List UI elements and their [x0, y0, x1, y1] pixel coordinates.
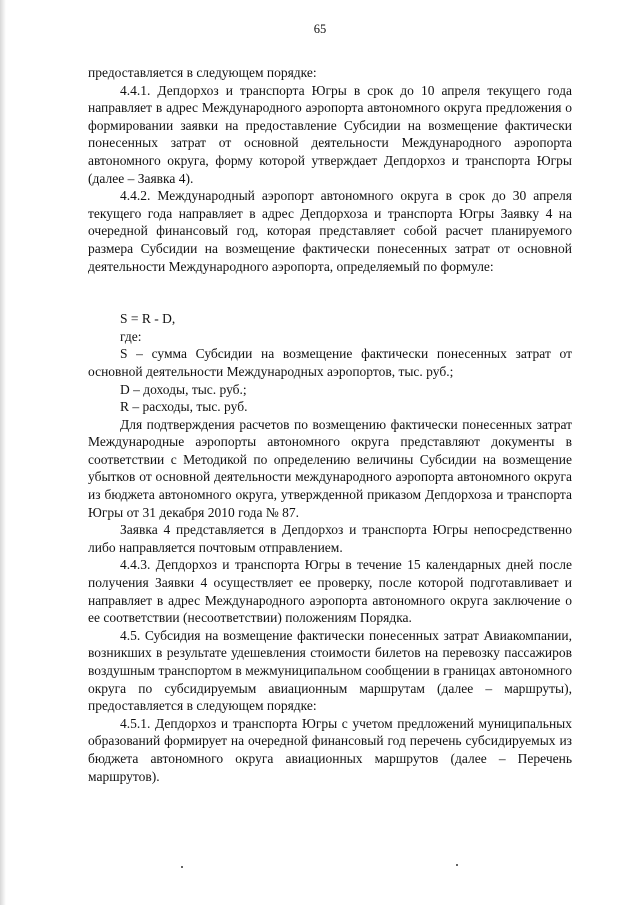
paragraph-4-4-2: 4.4.2. Международный аэропорт автономного округа в срок до 30 апреля текущего года направляет в адрес Депдорхоза и транспорта Югры Заявку 4 на очередной финансовый год, которая представляет собой расчет планируемого размера Субсидии на возмещение фактически понесенных затрат от основной деятельности Международного аэропорта, определяемый по формуле:: [88, 188, 572, 274]
formula: S = R - D,: [120, 311, 176, 327]
paragraph-4-5-1: 4.5.1. Депдорхоз и транспорта Югры с учетом предложений муниципальных образований формирует на очередной финансовый год перечень субсидируемых из бюджета автономного округа авиационных маршрутов (далее – Перечень маршрутов).: [88, 715, 572, 784]
paragraph-4-5: 4.5. Субсидия на возмещение фактически понесенных затрат Авиакомпании, возникших в результате удешевления стоимости билетов на перевозку пассажиров воздушным транспортом в межмуниципальном сообщении в границах автономного округа по субсидируемым авиационным маршрутам (далее – маршруты), предоставляется в следующем порядке:: [88, 627, 572, 714]
paragraph-application-delivery: Заявка 4 представляется в Депдорхоз и транспорта Югры непосредственно либо направляется почтовым отправлением.: [88, 522, 572, 555]
blank-line: [88, 275, 572, 310]
scan-speck: [456, 864, 458, 866]
formula-definition-d: D – доходы, тыс. руб.;: [120, 381, 247, 397]
paragraph-confirmation: Для подтверждения расчетов по возмещению фактически понесенных затрат Международные аэропорты автономного округа представляют документы в соответствии с Методикой по определению величины Субсидии на возмещение убытков от основной деятельности международного аэропорта автономного округа из бюджета автономного округа, утвержденной приказом Депдорхоза и транспорта Югры от 31 декабря 2010 года № 87.: [88, 416, 572, 520]
page-number: 65: [313, 22, 327, 36]
formula-where: где:: [120, 328, 142, 344]
formula-definition-r: R – расходы, тыс. руб.: [120, 399, 248, 415]
formula-definition-s: S – сумма Субсидии на возмещение фактически понесенных затрат от основной деятельности Международных аэропортов, тыс. руб.;: [88, 346, 572, 379]
document-body: [88, 64, 572, 785]
paragraph-4-4-3: 4.4.3. Депдорхоз и транспорта Югры в течение 15 календарных дней после получения Заявки 4 осуществляет ее проверку, после которой подготавливает и направляет в адрес Международного аэропорта автономного округа заключение о ее соответствии (несоответствии) положениям Порядка.: [88, 557, 572, 626]
scan-edge-shadow: [0, 0, 6, 905]
paragraph-intro: предоставляется в следующем порядке:: [88, 65, 317, 80]
scan-speck: [181, 866, 183, 868]
paragraph-4-4-1: 4.4.1. Депдорхоз и транспорта Югры в срок до 10 апреля текущего года направляет в адрес Международного аэропорта автономного округа предложения о формировании заявки на предоставление Субсидии на возмещение фактически понесенных затрат от основной деятельности Международного аэропорта автономного округа, форму которой утверждает Депдорхоз и транспорта Югры (далее – Заявка 4).: [88, 82, 572, 186]
